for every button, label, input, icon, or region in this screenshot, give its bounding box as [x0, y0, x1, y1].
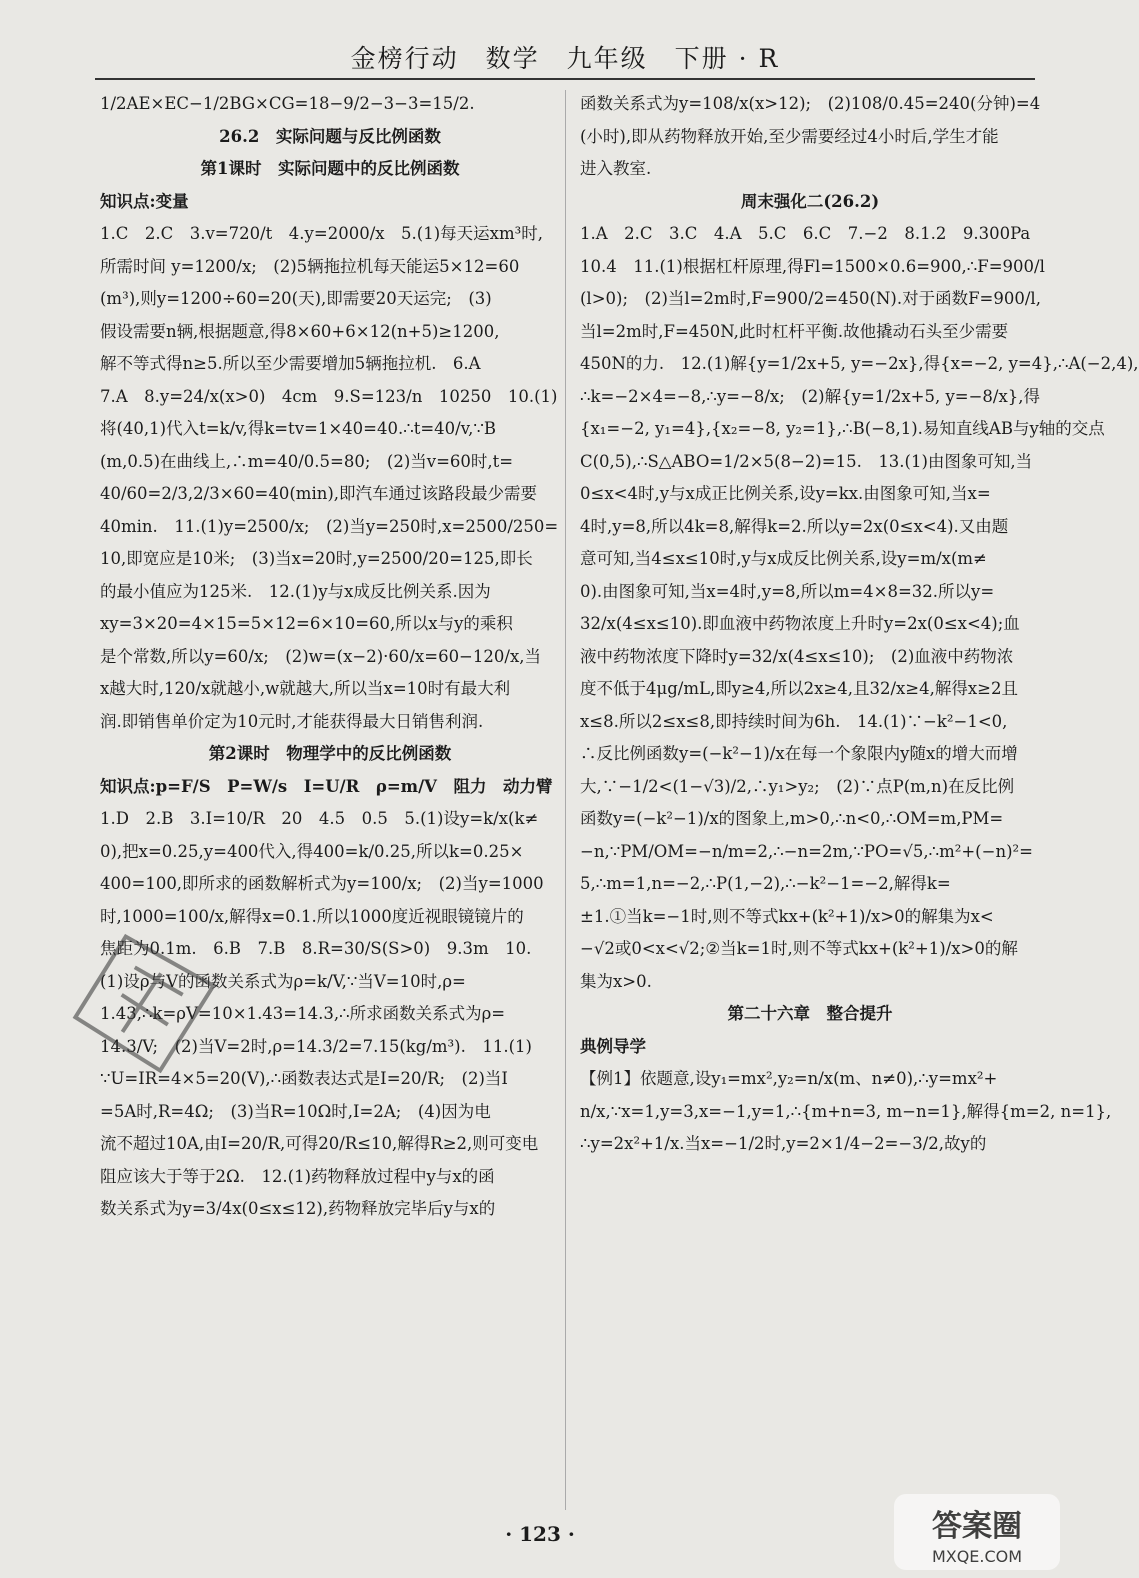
text-line: 当l=2m时,F=450N,此时杠杆平衡.故他撬动石头至少需要	[580, 321, 1009, 341]
knowledge-point: 知识点:p=F/S P=W/s I=U/R ρ=m/V 阻力 动力臂	[100, 776, 553, 796]
watermark-logo	[892, 1492, 1062, 1572]
page-title: 金榜行动 数学 九年级 下册 · R	[350, 44, 780, 73]
text-line: 是个常数,所以y=60/x; (2)w=(x−2)·60/x=60−120/x,当	[100, 646, 541, 666]
text-line: 40min. 11.(1)y=2500/x; (2)当y=250时,x=2500/250=	[100, 516, 559, 536]
text-line: 40/60=2/3,2/3×60=40(min),即汽车通过该路段最少需要	[100, 484, 538, 503]
text-line: 集为x>0.	[580, 971, 652, 991]
text-line: n/x,∵x=1,y=3,x=−1,y=1,∴{m+n=3, m−n=1},解得{m=2, n=1},	[580, 1101, 1112, 1121]
section-heading: 周末强化二(26.2)	[740, 191, 880, 211]
right-column	[580, 88, 1139, 1161]
page-number: · 123 ·	[505, 1522, 575, 1546]
text-line: (l>0); (2)当l=2m时,F=900/2=450(N).对于函数F=900/l,	[580, 289, 1041, 308]
text-line: 7.A 8.y=24/x(x>0) 4cm 9.S=123/n 10250 10.(1)	[100, 386, 558, 406]
text-line: C(0,5),∴S△ABO=1/2×5(8−2)=15. 13.(1)由图象可知,当	[580, 451, 1033, 471]
page-header	[95, 40, 1035, 80]
text-line: 4时,y=8,所以4k=8,解得k=2.所以y=2x(0≤x<4).又由题	[580, 516, 1009, 536]
text-line: 的最小值应为125米. 12.(1)y与x成反比例关系.因为	[100, 581, 491, 601]
text-line: 450N的力. 12.(1)解{y=1/2x+5, y=−2x},得{x=−2, y=4},∴A(−2,4),	[580, 354, 1139, 373]
text-line: ∴k=−2×4=−8,∴y=−8/x; (2)解{y=1/2x+5, y=−8/x},得	[580, 386, 1041, 406]
text-line: 0),把x=0.25,y=400代入,得400=k/0.25,所以k=0.25×	[100, 841, 524, 861]
knowledge-point: 知识点:变量	[100, 191, 189, 211]
text-line: 将(40,1)代入t=k/v,得k=tv=1×40=40.∴t=40/v,∵B	[100, 419, 496, 438]
text-line: 润.即销售单价定为10元时,才能获得最大日销售利润.	[100, 711, 484, 731]
text-line: 5,∴m=1,n=−2,∴P(1,−2),∴−k²−1=−2,解得k=	[580, 874, 951, 893]
text-line: xy=3×20=4×15=5×12=6×10=60,所以x与y的乘积	[100, 614, 513, 633]
text-line: 解不等式得n≥5.所以至少需要增加5辆拖拉机. 6.A	[100, 354, 481, 373]
svg-text:答案圈: 答案圈	[932, 1509, 1022, 1544]
text-line: 10,即宽应是10米; (3)当x=20时,y=2500/20=125,即长	[100, 549, 533, 568]
text-line: −√2或0<x<√2;②当k=1时,则不等式kx+(k²+1)/x>0的解	[580, 939, 1018, 958]
text-line: 0≤x<4时,y与x成正比例关系,设y=kx.由图象可知,当x=	[580, 484, 991, 503]
text-line: 度不低于4μg/mL,即y≥4,所以2x≥4,且32/x≥4,解得x≥2且	[580, 679, 1019, 698]
text-line: {x₁=−2, y₁=4},{x₂=−8, y₂=1},∴B(−8,1).易知直线AB与y轴的交点	[580, 419, 1105, 438]
text-line: (m,0.5)在曲线上,∴m=40/0.5=80; (2)当v=60时,t=	[100, 451, 514, 471]
text-line: 焦距为0.1m. 6.B 7.B 8.R=30/S(S>0) 9.3m 10.	[100, 939, 532, 958]
text-line: ∴反比例函数y=(−k²−1)/x在每一个象限内y随x的增大而增	[580, 744, 1018, 763]
text-line: 意可知,当4≤x≤10时,y与x成反比例关系,设y=m/x(m≠	[580, 549, 987, 568]
text-line: 10.4 11.(1)根据杠杆原理,得Fl=1500×0.6=900,∴F=900/l	[580, 256, 1045, 276]
text-line: 函数关系式为y=108/x(x>12); (2)108/0.45=240(分钟)=4	[580, 94, 1041, 113]
text-line: 大,∵−1/2<(1−√3)/2,∴y₁>y₂; (2)∵点P(m,n)在反比例	[580, 776, 1015, 796]
text-line: (小时),即从药物释放开始,至少需要经过4小时后,学生才能	[580, 126, 999, 146]
text-line: 1/2AE×EC−1/2BG×CG=18−9/2−3−3=15/2.	[100, 94, 475, 113]
text-line: 假设需要n辆,根据题意,得8×60+6×12(n+5)≥1200,	[100, 321, 500, 341]
section-heading: 26.2 实际问题与反比例函数	[219, 126, 441, 146]
lesson-heading: 第2课时 物理学中的反比例函数	[208, 744, 452, 763]
text-line: 【例1】依题意,设y₁=mx²,y₂=n/x(m、n≠0),∴y=mx²+	[580, 1069, 998, 1088]
text-line: 进入教室.	[580, 159, 652, 178]
text-line: 32/x(4≤x≤10).即血液中药物浓度上升时y=2x(0≤x<4);血	[580, 614, 1020, 633]
text-line: 14.3/V; (2)当V=2时,ρ=14.3/2=7.15(kg/m³). 11.(1)	[100, 1036, 532, 1056]
subsection-heading: 典例导学	[580, 1036, 646, 1056]
text-line: ∴y=2x²+1/x.当x=−1/2时,y=2×1/4−2=−3/2,故y的	[580, 1134, 987, 1153]
text-line: 函数y=(−k²−1)/x的图象上,m>0,∴n<0,∴OM=m,PM=	[580, 809, 1004, 828]
text-line: 1.43,∴k=ρV=10×1.43=14.3,∴所求函数关系式为ρ=	[100, 1004, 506, 1023]
text-line: 1.A 2.C 3.C 4.A 5.C 6.C 7.−2 8.1.2 9.300Pa	[580, 224, 1031, 243]
text-line: ∵U=IR=4×5=20(V),∴函数表达式是I=20/R; (2)当I	[100, 1069, 508, 1088]
svg-text:MXQE.COM: MXQE.COM	[931, 1547, 1023, 1566]
chapter-heading: 第二十六章 整合提升	[727, 1004, 893, 1023]
text-line: 阻应该大于等于2Ω. 12.(1)药物释放过程中y与x的函	[100, 1166, 495, 1186]
text-line: −n,∵PM/OM=−n/m=2,∴−n=2m,∵PO=√5,∴m²+(−n)²=	[580, 841, 1033, 861]
text-line: 400=100,即所求的函数解析式为y=100/x; (2)当y=1000	[100, 874, 544, 893]
text-line: 1.D 2.B 3.I=10/R 20 4.5 0.5 5.(1)设y=k/x(k≠	[100, 809, 539, 828]
text-line: =5A时,R=4Ω; (3)当R=10Ω时,I=2A; (4)因为电	[100, 1101, 491, 1121]
text-line: 时,1000=100/x,解得x=0.1.所以1000度近视眼镜镜片的	[100, 906, 524, 926]
text-line: x越大时,120/x就越小,w就越大,所以当x=10时有最大利	[100, 679, 511, 698]
text-line: (1)设ρ与V的函数关系式为ρ=k/V,∵当V=10时,ρ=	[100, 971, 466, 991]
column-divider	[565, 90, 566, 1510]
text-line: ±1.①当k=−1时,则不等式kx+(k²+1)/x>0的解集为x<	[580, 906, 994, 926]
text-line: (m³),则y=1200÷60=20(天),即需要20天运完; (3)	[100, 289, 492, 308]
text-line: 液中药物浓度下降时y=32/x(4≤x≤10); (2)血液中药物浓	[580, 646, 1014, 666]
text-line: 1.C 2.C 3.v=720/t 4.y=2000/x 5.(1)每天运xm³时,	[100, 224, 543, 243]
text-line: x≤8.所以2≤x≤8,即持续时间为6h. 14.(1)∵−k²−1<0,	[580, 711, 1008, 731]
text-line: 所需时间 y=1200/x; (2)5辆拖拉机每天能运5×12=60	[100, 256, 520, 276]
text-line: 数关系式为y=3/4x(0≤x≤12),药物释放完毕后y与x的	[100, 1199, 496, 1218]
lesson-heading: 第1课时 实际问题中的反比例函数	[200, 159, 460, 178]
text-line: 流不超过10A,由I=20/R,可得20/R≤10,解得R≥2,则可变电	[100, 1134, 539, 1153]
text-line: 0).由图象可知,当x=4时,y=8,所以m=4×8=32.所以y=	[580, 581, 995, 601]
